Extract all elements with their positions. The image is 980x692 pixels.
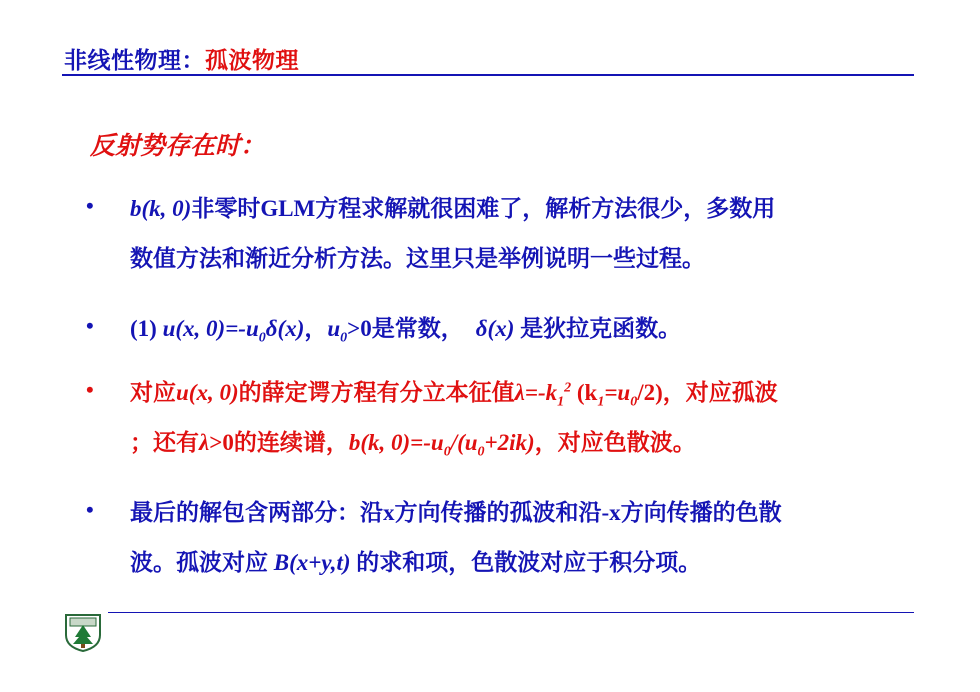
bullet-4-line-2: 波。孤波对应 B(x+y,t) 的求和项，色散波对应于积分项。 xyxy=(130,550,702,575)
university-emblem-icon xyxy=(62,611,104,653)
bullet-marker: • xyxy=(86,193,94,218)
bullet-marker: • xyxy=(86,497,94,522)
section-subtitle: 反射势存在时： xyxy=(90,133,266,160)
header-divider xyxy=(62,74,914,76)
bullet-1-line-1: b(k, 0)非零时GLM方程求解就很困难了，解析方法很少，多数用 xyxy=(130,196,776,221)
bullet-1-line-2: 数值方法和渐近分析方法。这里只是举例说明一些过程。 xyxy=(130,246,705,271)
header-topic-title: 孤波物理 xyxy=(205,48,299,73)
header-course-title: 非线性物理： xyxy=(64,48,205,73)
bullet-4-line-1: 最后的解包含两部分：沿x方向传播的孤波和沿-x方向传播的色散 xyxy=(130,500,782,525)
bullet-3-line-1: 对应u(x, 0)的薛定谔方程有分立本征值$\lambda=-k_1^2$ $(k_1=u_0/2)$，对应孤波 xyxy=(130,380,778,410)
footer-divider xyxy=(108,612,914,613)
bullet-marker: • xyxy=(86,377,94,402)
slide-header xyxy=(64,42,299,75)
bullet-2-line-1: (1) u(x, $0)=-u_0\delta(x)$，$u_0>0$是常数， δ(x) 是狄拉克函数。 xyxy=(130,316,682,346)
bullet-marker: • xyxy=(86,313,94,338)
bullet-3-line-2: ；还有λ>0的连续谱，b(k, $0)=-u_0/(u_0+2ik)$，对应色散波。 xyxy=(130,430,696,460)
